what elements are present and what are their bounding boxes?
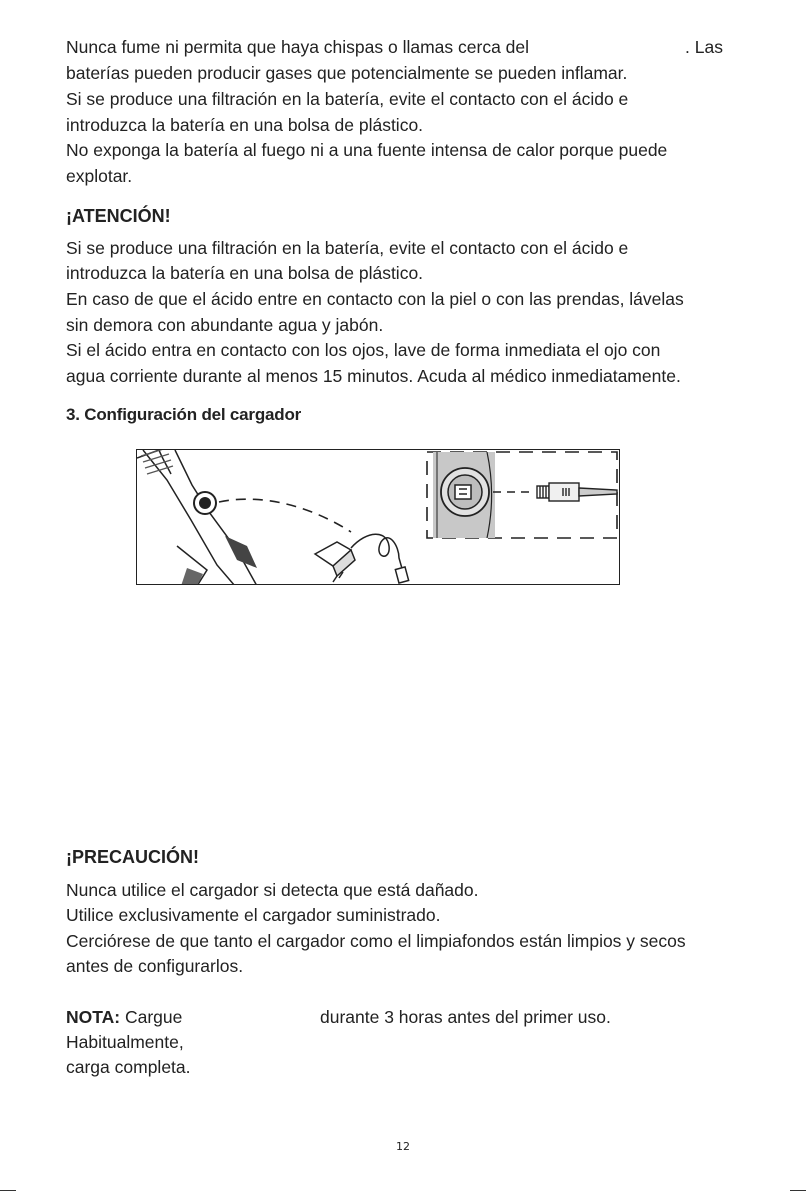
attention-heading: ¡ATENCIÓN! — [66, 206, 171, 226]
attention-line-4: sin demora con abundante agua y jabón. — [66, 315, 384, 335]
warning-line-5: No exponga la batería al fuego ni a una fuente intensa de calor porque puede — [66, 140, 668, 160]
precaution-line-4: antes de configurarlos. — [66, 956, 244, 976]
warning-line-1 — [66, 36, 723, 58]
attention-line-1: Si se produce una filtración en la batería, evite el contacto con el ácido e — [66, 238, 629, 258]
footer-rule-right — [790, 1190, 806, 1191]
precaution-line-1: Nunca utilice el cargador si detecta que está dañado. — [66, 880, 479, 900]
warning-line-1a: Nunca fume ni permita que haya chispas o llamas cerca del — [66, 37, 530, 57]
attention-line-2: introduzca la batería en una bolsa de plástico. — [66, 263, 424, 283]
note-line-3: carga completa. — [66, 1057, 191, 1077]
charger-illustration — [137, 450, 620, 585]
footer-rule-left — [0, 1190, 16, 1191]
inset-detail — [427, 452, 617, 538]
note-line-1b: durante 3 horas antes del primer uso. — [320, 1007, 611, 1027]
power-adapter — [315, 542, 355, 582]
warning-line-2: baterías pueden producir gases que potencialmente se pueden inflamar. — [66, 63, 628, 83]
charging-port-inner — [199, 497, 211, 509]
attention-line-3: En caso de que el ácido entre en contacto con la piel o con las prendas, lávelas — [66, 289, 684, 309]
precaution-line-3: Cerciórese de que tanto el cargador como el limpiafondos están limpios y secos — [66, 931, 686, 951]
note-line-2: Habitualmente, — [66, 1032, 184, 1052]
section-title: 3. Configuración del cargador — [66, 405, 302, 424]
precaution-line-2: Utilice exclusivamente el cargador suministrado. — [66, 905, 441, 925]
warning-line-4: introduzca la batería en una bolsa de plástico. — [66, 115, 424, 135]
charger-setup-figure — [136, 449, 620, 585]
attention-line-5: Si el ácido entra en contacto con los ojos, lave de forma inmediata el ojo con — [66, 340, 661, 360]
attention-line-6: agua corriente durante al menos 15 minutos. Acuda al médico inmediatamente. — [66, 366, 681, 386]
note-label: NOTA: — [66, 1007, 121, 1027]
inset-port-socket — [455, 485, 471, 499]
charger-cable — [351, 534, 403, 572]
precaution-heading: ¡PRECAUCIÓN! — [66, 847, 199, 867]
inset-connector — [537, 483, 617, 501]
page-number: 12 — [396, 1140, 410, 1153]
note-line-1 — [66, 1006, 611, 1028]
connection-dash — [219, 499, 351, 532]
cleaner-handle — [137, 450, 257, 585]
cable-plug — [395, 567, 408, 583]
handle-grip — [225, 536, 257, 568]
warning-line-1b: . Las — [685, 37, 723, 57]
note-line-1a: Cargue — [120, 1007, 183, 1027]
warning-line-3: Si se produce una filtración en la batería, evite el contacto con el ácido e — [66, 89, 629, 109]
warning-line-6: explotar. — [66, 166, 133, 186]
